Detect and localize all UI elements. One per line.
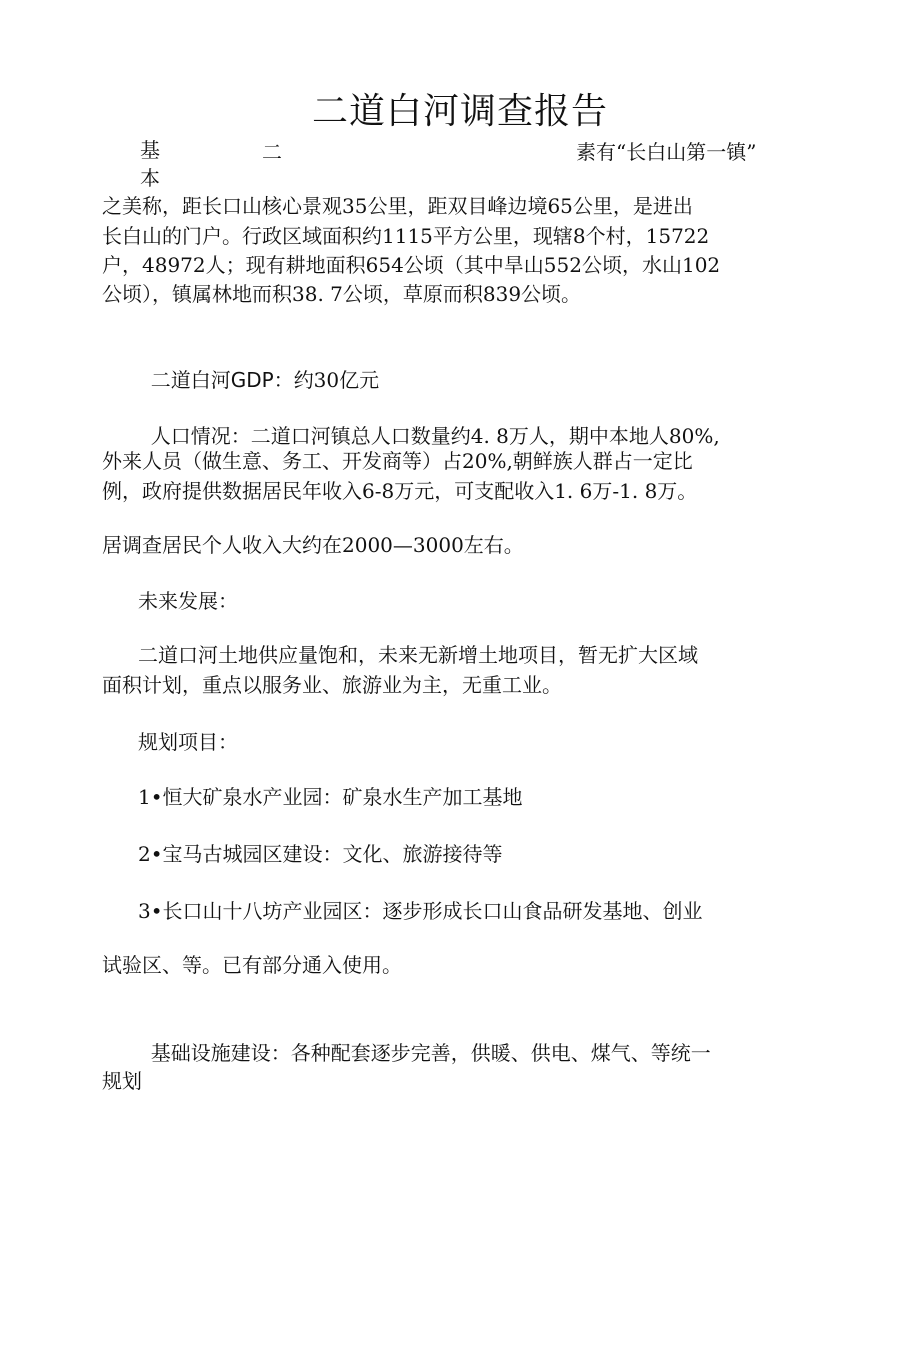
projects-label: 规划项目： [138,730,238,754]
project-item-1: 1•恒大矿泉水产业园：矿泉水生产加工基地 [138,785,523,809]
infrastructure-cont: 规划 [102,1069,142,1093]
intro-fragment-right: 素有“长白山第一镇” [576,140,757,164]
infrastructure-text: 各种配套逐步完善，供暖、供电、煤气、等统一 [290,1041,711,1065]
intro-line-2: 长白山的门户。行政区域面积约1115平方公里，现辖8个村，15722 [102,224,710,248]
population-line-2: 外来人员（做生意、务工、开发商等）占20%,朝鲜族人群占一定比 [102,449,693,473]
future-line-2: 面积计划，重点以服务业、旅游业为主，无重工业。 [102,673,562,697]
intro-line-3: 户，48972人；现有耕地面积654公顷（其中旱山552公顷，水山102 [102,253,721,277]
future-label: 未来发展： [138,589,238,613]
project-item-3-cont: 试验区、等。已有部分通入使用。 [102,953,402,977]
population-line-1: 二道口河镇总人口数量约4. 8万人，期中本地人80%, [250,424,720,448]
infrastructure-label: 基础设施建设： [150,1041,291,1065]
gdp-label: 二道白河GDP： [150,368,294,392]
intro-fragment-mid: 二 [262,140,282,164]
project-item-3: 3•长口山十八坊产业园区：逐步形成长口山食品研发基地、创业 [138,899,703,923]
population-survey: 居调查居民个人收入大约在2000—3000左右。 [102,533,524,557]
population-paragraph [138,391,818,451]
future-line-1: 二道口河土地供应量饱和，未来无新增土地项目，暂无扩大区域 [138,643,698,667]
population-line-3: 例，政府提供数据居民年收入6-8万元，可支配收入1. 6万-1. 8万。 [102,479,698,503]
gdp-value: 约30亿元 [293,368,380,392]
intro-line-1: 之美称，距长口山核心景观35公里，距双目峰边境65公里，是进出 [102,194,693,218]
infrastructure-paragraph [138,1008,818,1068]
intro-line-4: 公顷），镇属林地而积38. 7公顷，草原而积839公顷。 [102,282,582,306]
gdp-paragraph [138,335,818,395]
page-title: 二道白河调查报告 [311,91,608,132]
population-label: 人口情况： [150,424,251,448]
project-item-2: 2•宝马古城园区建设：文化、旅游接待等 [138,842,503,866]
intro-fragment-left: 基本 [140,138,160,190]
